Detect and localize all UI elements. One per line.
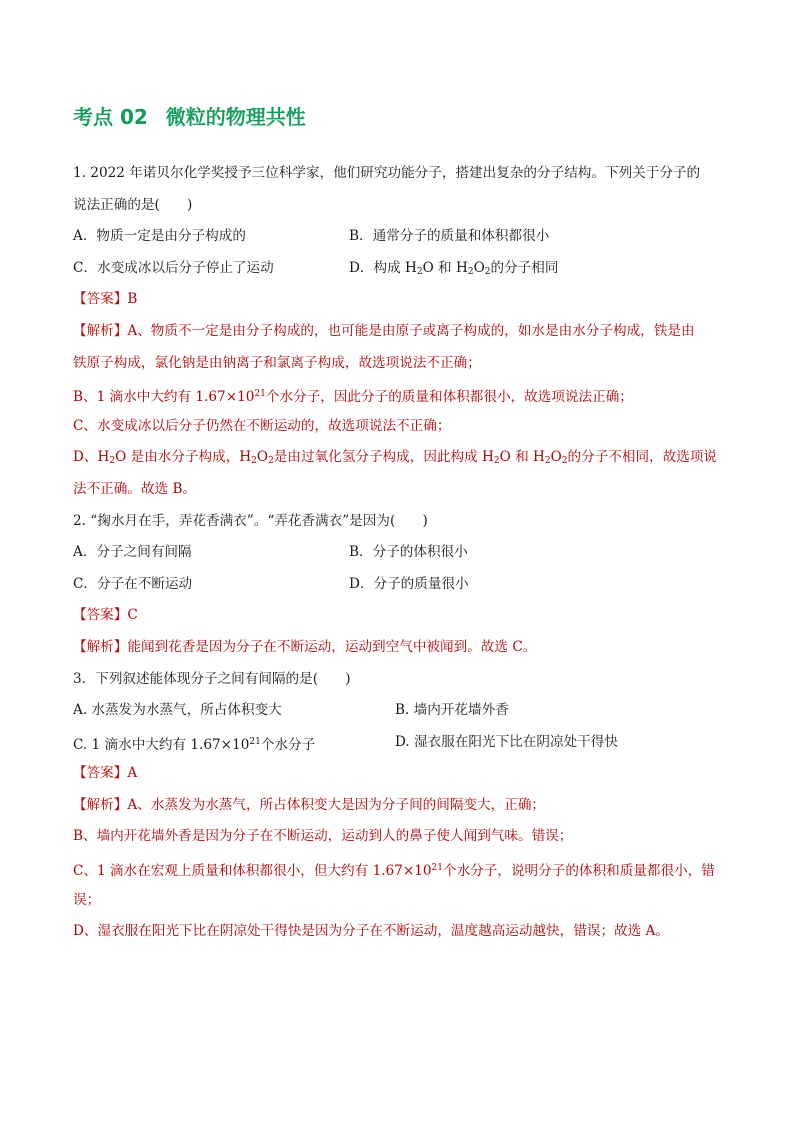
q2-explanation-line-1: 【解析】能闻到花香是因为分子在不断运动，运动到空气中被闻到。故选 C。	[73, 638, 537, 655]
answer-tag: 【答案】	[73, 291, 128, 308]
q3-explanation-line-4: 误；	[73, 891, 101, 908]
q2-answer	[73, 600, 723, 632]
answer-tag: 【答案】	[73, 607, 128, 624]
q1-stem-line-1: 1. 2022 年诺贝尔化学奖授予三位科学家，他们研究功能分子，搭建出复杂的分子结构。下列关于分子的	[73, 165, 701, 181]
q3-option-d: D. 湿衣服在阳光下比在阴凉处干得快	[395, 733, 618, 750]
q3-explanation-line-3: C、1 滴水在宏观上质量和体积都很小，但大约有 $1.67\times 10^{21}$个水分子，说明分子的体积和质量都很小，错	[73, 863, 715, 880]
q3-answer	[73, 758, 723, 790]
q1-explanation-line-1: 【解析】A、物质不一定是由分子构成的，也可能是由原子或离子构成的，如水是由水分子构成，铁是由	[73, 322, 695, 339]
q1-explanation-line-2: 铁原子构成，氯化钠是由钠离子和氯离子构成，故选项说法不正确；	[73, 354, 481, 371]
q1-explanation-line-5: D、$H_2O$ 是由水分子构成，$H_2O_2$是由过氧化氢分子构成，因此构成 $H_2O$ 和 $H_2O_2$的分子不相同，故选项说	[73, 449, 718, 467]
section-heading: 微粒的物理共性	[165, 105, 306, 129]
q2-options-cd	[73, 569, 723, 601]
explanation-tag: 【解析】	[73, 796, 128, 813]
q2-stem: 2. “掬水月在手，弄花香满衣”。“弄花香满衣”是因为( )	[73, 512, 428, 529]
q2-option-a: A．分子之间有间隔	[73, 544, 192, 561]
answer-tag: 【答案】	[73, 765, 128, 782]
explanation-tag: 【解析】	[73, 322, 128, 339]
q1-option-a: A．物质一定是由分子构成的	[73, 228, 246, 245]
q1-stem-line-2: 说法正确的是( )	[73, 196, 193, 213]
q1-explanation-line-6: 法不正确。故选 B。	[73, 480, 197, 497]
q1-option-b: B．通常分子的质量和体积都很小	[349, 228, 550, 245]
q2-option-d: D．分子的质量很小	[349, 575, 469, 592]
q3-option-b: B. 墙内开花墙外香	[395, 702, 509, 719]
answer-value: C	[127, 607, 138, 624]
explanation-tag: 【解析】	[73, 638, 128, 655]
q3-options-ab	[73, 695, 723, 727]
q2-option-b: B．分子的体积很小	[349, 544, 468, 561]
q1-explanation-line-4: C、水变成冰以后分子仍然在不断运动的，故选项说法不正确；	[73, 417, 451, 434]
answer-value: A	[127, 765, 138, 782]
q3-explanation-line-1: 【解析】A、水蒸发为水蒸气，所占体积变大是因为分子间的间隔变大，正确；	[73, 796, 546, 813]
answer-value: B	[127, 291, 138, 308]
q3-option-a: A. 水蒸发为水蒸气，所占体积变大	[73, 702, 282, 719]
q1-options-ab	[73, 221, 723, 253]
q2-option-c: C．分子在不断运动	[73, 575, 193, 592]
section-label: 考点 02	[73, 105, 148, 129]
q2-options-ab	[73, 537, 723, 569]
q3-explanation-line-2: B、墙内开花墙外香是因为分子在不断运动，运动到人的鼻子使人闻到气味。错误；	[73, 828, 573, 845]
q3-explanation-line-5: D、湿衣服在阳光下比在阴凉处干得快是因为分子在不断运动，温度越高运动越快，错误；故选 A。	[73, 923, 669, 940]
q1-answer	[73, 284, 723, 316]
content	[73, 104, 723, 948]
q3-options-cd	[73, 727, 723, 759]
q1-explanation-line-3: B、1 滴水中大约有 $1.67\times 10^{21}$个水分子，因此分子的质量和体积都很小，故选项说法正确；	[73, 389, 633, 406]
section-title	[73, 104, 723, 130]
q3-stem: 3．下列叙述能体现分子之间有间隔的是( )	[73, 670, 351, 687]
q1-option-d: D．构成 $H_2O$ 和 $H_2O_2$的分子相同	[349, 259, 559, 277]
q3-option-c: C. 1 滴水中大约有 $1.67\times 10^{21}$个水分子	[73, 736, 316, 753]
q1-option-c: C．水变成冰以后分子停止了运动	[73, 259, 274, 276]
q1-options-cd	[73, 253, 723, 285]
